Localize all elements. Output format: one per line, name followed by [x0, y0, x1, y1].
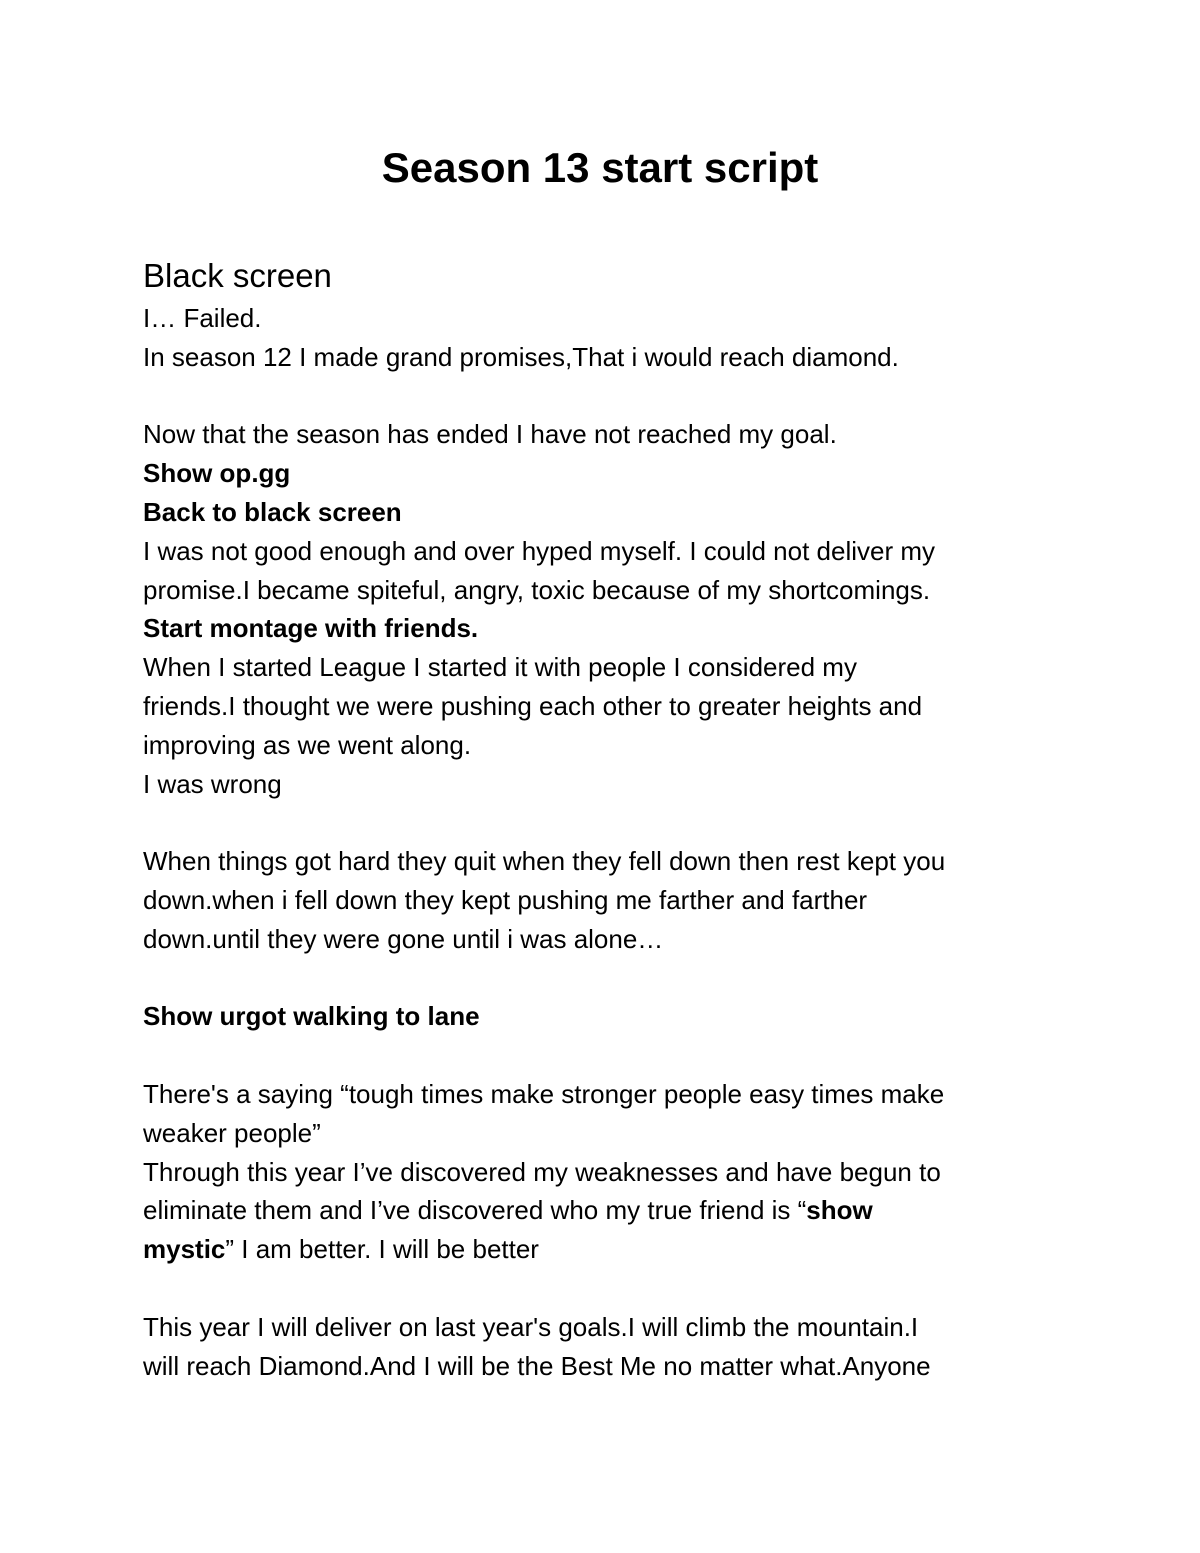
script-line: When things got hard they quit when they fell down then rest kept you	[143, 846, 946, 877]
script-line: promise.I became spiteful, angry, toxic because of my shortcomings.	[143, 574, 931, 605]
page-title: Season 13 start script	[381, 144, 819, 191]
script-line: I was wrong	[143, 768, 282, 799]
script-line: Now that the season has ended I have not reached my goal.	[143, 419, 837, 450]
blank-line	[143, 959, 1073, 998]
script-line: will reach Diamond.And I will be the Best Me no matter what.Anyone	[143, 1350, 931, 1381]
script-line: weaker people”	[143, 1117, 321, 1148]
script-line: There's a saying “tough times make stronger people easy times make	[143, 1078, 945, 1109]
document-body	[143, 255, 1073, 1385]
script-text: eliminate them and I’ve discovered who my true friend is “	[143, 1195, 807, 1226]
script-line: When I started League I started it with people I considered my	[143, 652, 857, 683]
script-line: improving as we went along.	[143, 729, 472, 760]
script-line: In season 12 I made grand promises,That i would reach diamond.	[143, 341, 899, 372]
script-line	[143, 1191, 1073, 1230]
section-heading: Black screen	[143, 257, 332, 294]
stage-direction: Show op.gg	[143, 458, 291, 489]
stage-direction: Start montage with friends.	[143, 613, 479, 644]
script-line: This year I will deliver on last year's goals.I will climb the mountain.I	[143, 1311, 919, 1342]
stage-direction: Back to black screen	[143, 496, 402, 527]
script-line: down.when i fell down they kept pushing me farther and farther	[143, 884, 868, 915]
stage-direction: Show urgot walking to lane	[143, 1001, 480, 1032]
script-line: down.until they were gone until i was alone…	[143, 923, 664, 954]
script-line	[143, 1230, 1073, 1269]
script-text: ” I am better. I will be better	[225, 1234, 539, 1265]
blank-line	[143, 803, 1073, 842]
blank-line	[143, 1036, 1073, 1075]
script-line: friends.I thought we were pushing each other to greater heights and	[143, 690, 923, 721]
script-line: I was not good enough and over hyped myself. I could not deliver my	[143, 535, 936, 566]
script-line: Through this year I’ve discovered my weaknesses and have begun to	[143, 1156, 941, 1187]
stage-direction-inline: mystic	[143, 1234, 226, 1265]
blank-line	[143, 1269, 1073, 1308]
blank-line	[143, 377, 1073, 416]
script-line: I… Failed.	[143, 303, 262, 333]
stage-direction-inline: show	[806, 1195, 873, 1226]
